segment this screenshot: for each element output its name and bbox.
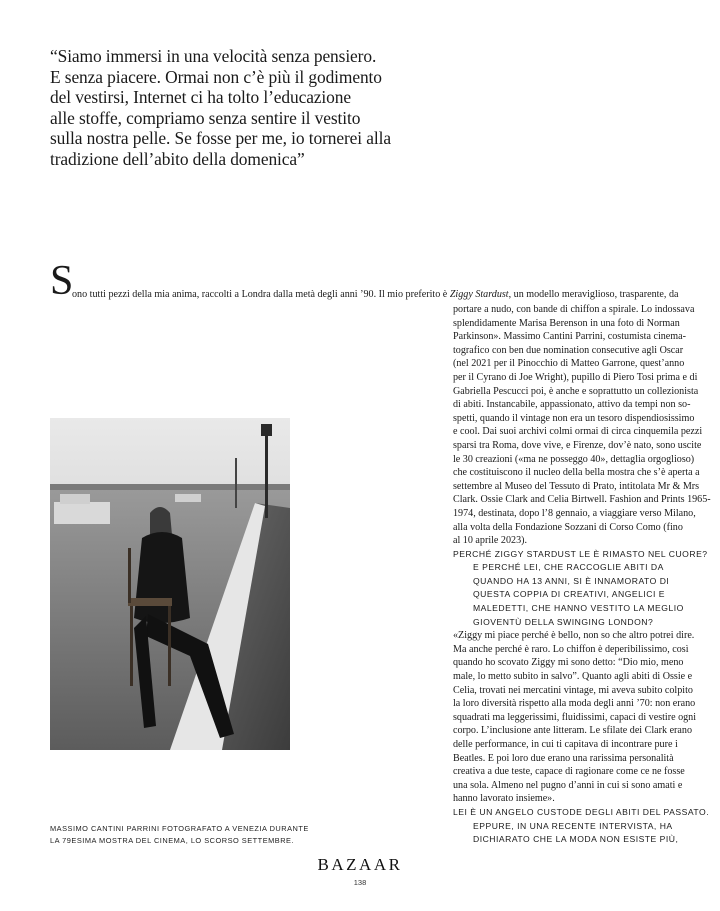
- interview-answer: Ma anche perché è raro. Lo chiffon è deperibilissimo, così: [453, 643, 689, 655]
- interview-answer: quando ho scovato Ziggy mi sono detto: “Dio mio, meno: [453, 657, 684, 669]
- pull-quote-line: E senza piacere. Ormai non c’è più il godimento: [50, 66, 382, 87]
- interview-answer: una sola. Almeno nel pugno d’anni in cui si sono amati e: [453, 779, 683, 791]
- drop-cap: S: [50, 258, 74, 304]
- pull-quote-line: “Siamo immersi in una velocità senza pensiero.: [50, 46, 377, 66]
- interview-question: LEI È UN ANGELO CUSTODE DEGLI ABITI DEL PASSATO.: [453, 806, 710, 817]
- interview-answer: Celia, trovati nei mercatini vintage, mi aveva subito colpito: [453, 684, 693, 696]
- interview-answer: «Ziggy mi piace perché è bello, non so che altro potrei dire.: [453, 630, 695, 642]
- article-lead-line: [72, 289, 678, 300]
- body-line: (nel 2021 per il Pinocchio di Matteo Garrone, quest’anno: [453, 358, 685, 370]
- interview-answer: la loro diversità rispetto alla moda degli anni ’70: non erano: [453, 698, 696, 710]
- interview-question: EPPURE, IN UNA RECENTE INTERVISTA, HA: [473, 820, 673, 831]
- interview-question: QUANDO HA 13 ANNI, SI È INNAMORATO DI: [473, 575, 670, 586]
- body-line: 1974, destinata, dopo l’8 gennaio, a viaggiare verso Milano,: [453, 507, 696, 519]
- body-line: sparsi tra Roma, dove vive, e Firenze, dov’è nato, sono uscite: [453, 439, 702, 451]
- body-line: Clark. Ossie Clark and Celia Birtwell. Fashion and Prints 1965-: [453, 494, 711, 506]
- article-column: [453, 303, 711, 847]
- interview-question: QUESTA COPPIA DI CREATIVI, ANGELICI E: [473, 589, 666, 600]
- caption-line: MASSIMO CANTINI PARRINI FOTOGRAFATO A VENEZIA DURANTE: [50, 824, 309, 833]
- body-line: le 30 creazioni («ma ne posseggo 40», dettaglia orgoglioso): [453, 453, 695, 465]
- interview-question: E PERCHÉ LEI, CHE RACCOGLIE ABITI DA: [473, 562, 664, 573]
- pull-quote-line: sulla nostra pelle. Se fosse per me, io tornerei alla: [50, 128, 391, 148]
- pull-quote: [50, 46, 450, 169]
- lead-text-b: , un modello meraviglioso, trasparente, da: [508, 289, 679, 300]
- body-line: alla volta della Fondazione Sozzani di Corso Como (fino: [453, 521, 683, 533]
- interview-answer: male, lo metto subito in salvo”. Quanto agli abiti di Ossie e: [453, 671, 693, 683]
- body-line: settembre al Museo del Tessuto di Prato, intitolata Mr & Mrs: [453, 480, 700, 492]
- body-line: al 10 aprile 2023).: [453, 535, 527, 547]
- body-line: Gabriella Pescucci poi, è anche e soprattutto un collezionista: [453, 385, 699, 397]
- body-line: e cool. Dai suoi archivi colmi ormai di circa cinquemila pezzi: [453, 426, 703, 438]
- body-line: portare a nudo, con bande di chiffon a spirale. Lo indossava: [453, 304, 695, 315]
- magazine-logo: BAZAAR: [317, 855, 403, 874]
- interview-answer: Beatles. E poi loro due erano una rarissima personalità: [453, 752, 674, 764]
- interview-answer: corpo. L’inclusione ante litteram. Le sfilate dei Clark erano: [453, 725, 692, 737]
- portrait-photo: [50, 418, 290, 750]
- lead-text-em: Ziggy Stardust: [449, 289, 509, 300]
- interview-question: MALEDETTI, CHE HANNO VESTITO LA MEGLIO: [473, 603, 684, 614]
- photo-caption: [50, 823, 309, 847]
- venice-portrait-image: [50, 418, 290, 750]
- interview-answer: creativa a due teste, capace di ragionare come ce ne fosse: [453, 766, 685, 778]
- body-line: spetti, quando il vintage non era un tesoro dispendiosissimo: [453, 412, 695, 424]
- interview-question: DICHIARATO CHE LA MODA NON ESISTE PIÙ,: [473, 834, 679, 845]
- interview-question: GIOVENTÙ DELLA SWINGING LONDON?: [473, 616, 654, 627]
- body-line: splendidamente Marisa Berenson in una foto di Norman: [453, 317, 680, 329]
- pull-quote-line: tradizione dell’abito della domenica”: [50, 148, 305, 169]
- pull-quote-line: del vestirsi, Internet ci ha tolto l’educazione: [50, 87, 351, 107]
- caption-line: LA 79ESIMA MOSTRA DEL CINEMA, LO SCORSO SETTEMBRE.: [50, 836, 295, 845]
- interview-answer: squadrati ma leggerissimi, fluidissimi, capaci di vestire ogni: [453, 711, 697, 723]
- body-line: per il Cyrano di Joe Wright), pupillo di Piero Tosi prima e di: [453, 371, 698, 383]
- interview-answer: delle performance, in cui ti capitava di incontrare pure i: [453, 739, 678, 750]
- lead-text-a: ono tutti pezzi della mia anima, raccolti a Londra dalla metà degli anni ’90. Il mio preferito è: [72, 289, 450, 300]
- body-line: tografico con ben due nomination consecutive agli Oscar: [453, 344, 684, 356]
- interview-answer: hanno lavorato insieme».: [453, 793, 555, 805]
- interview-question: PERCHÉ ZIGGY STARDUST LE È RIMASTO NEL CUORE?: [453, 548, 708, 559]
- page-number: 138: [353, 878, 367, 887]
- body-line: che costituiscono il nucleo della bella mostra che s’è aperta a: [453, 467, 700, 479]
- pull-quote-line: alle stoffe, compriamo senza sentire il vestito: [50, 107, 361, 128]
- body-line: Parkinson». Massimo Cantini Parrini, costumista cinema-: [453, 331, 686, 343]
- body-line: di abiti. Instancabile, appassionato, attivo da tempi non so-: [453, 399, 691, 411]
